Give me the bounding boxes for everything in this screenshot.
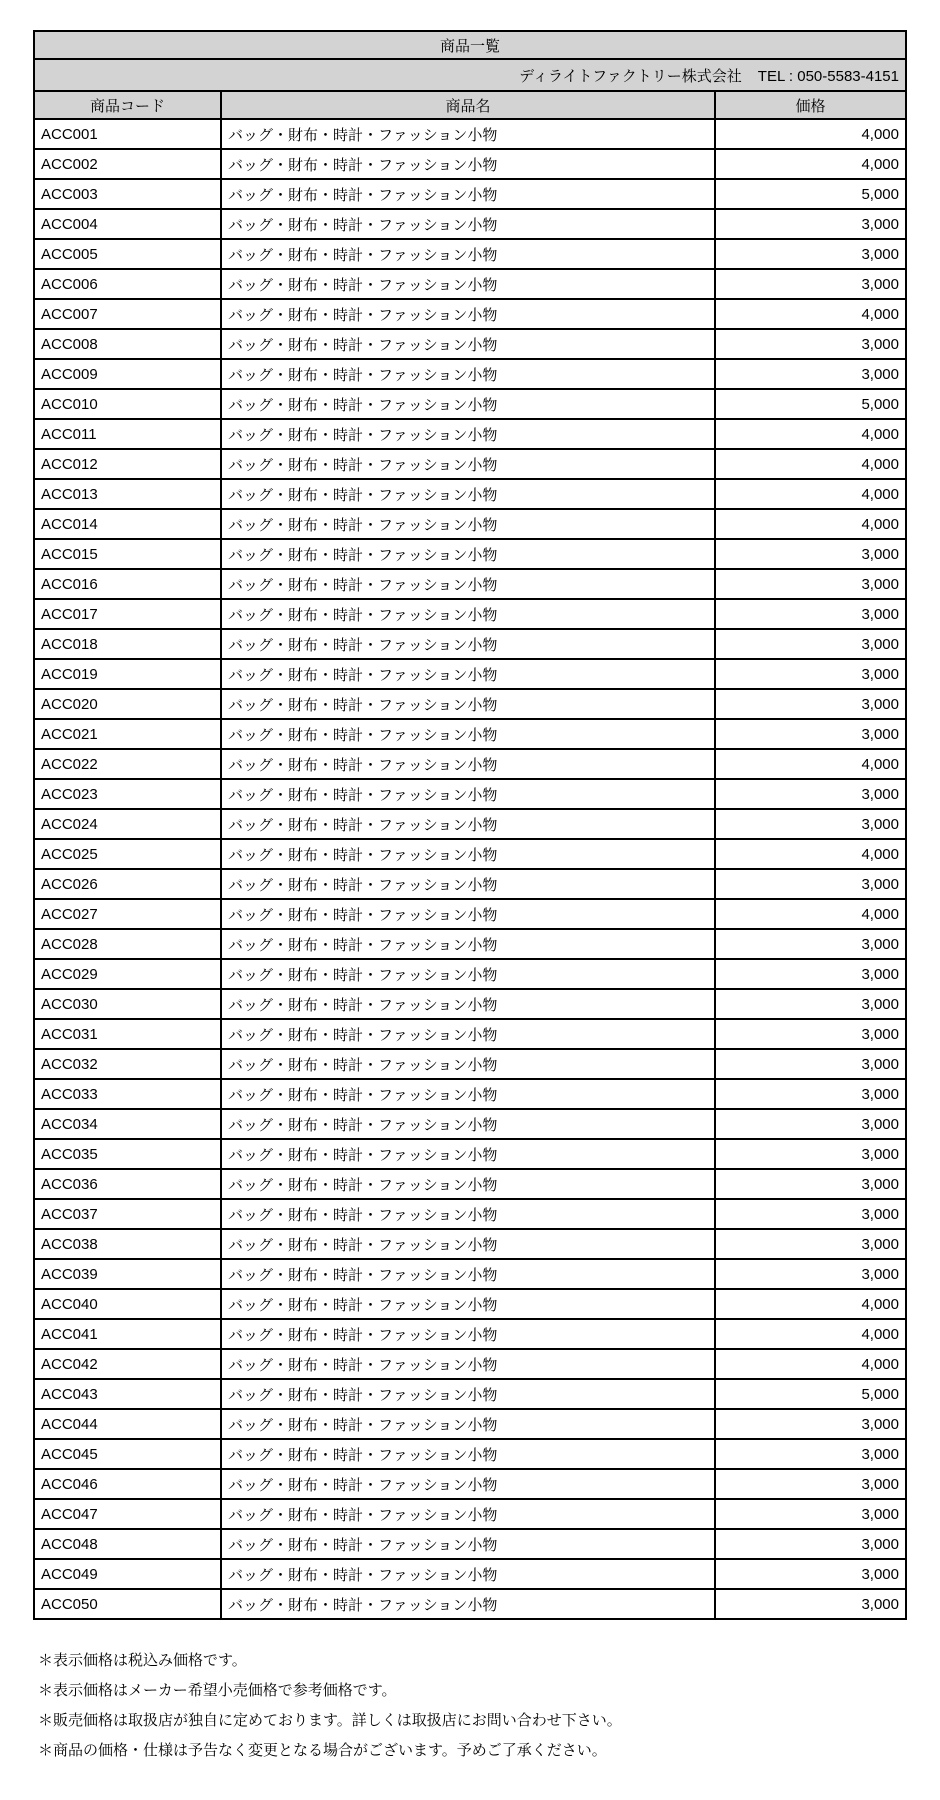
product-name-cell: バッグ・財布・時計・ファッション小物	[221, 1349, 715, 1379]
product-code-cell: ACC022	[34, 749, 221, 779]
product-code-cell: ACC042	[34, 1349, 221, 1379]
product-code-cell: ACC011	[34, 419, 221, 449]
table-row	[34, 119, 906, 149]
price-cell: 3,000	[715, 929, 906, 959]
table-row	[34, 1559, 906, 1589]
table-row	[34, 1289, 906, 1319]
product-code-cell: ACC016	[34, 569, 221, 599]
price-cell: 3,000	[715, 989, 906, 1019]
product-code-cell: ACC006	[34, 269, 221, 299]
product-name-cell: バッグ・財布・時計・ファッション小物	[221, 329, 715, 359]
price-cell: 3,000	[715, 689, 906, 719]
product-code-cell: ACC033	[34, 1079, 221, 1109]
price-cell: 4,000	[715, 839, 906, 869]
table-row	[34, 1259, 906, 1289]
product-name-cell: バッグ・財布・時計・ファッション小物	[221, 869, 715, 899]
product-code-cell: ACC024	[34, 809, 221, 839]
product-name-cell: バッグ・財布・時計・ファッション小物	[221, 239, 715, 269]
footnote-tax-included: ＊表示価格は税込み価格です。	[38, 1652, 247, 1669]
footnotes	[38, 1652, 898, 1772]
price-cell: 3,000	[715, 1469, 906, 1499]
product-code-cell: ACC049	[34, 1559, 221, 1589]
price-cell: 4,000	[715, 479, 906, 509]
product-name-cell: バッグ・財布・時計・ファッション小物	[221, 1469, 715, 1499]
product-name-cell: バッグ・財布・時計・ファッション小物	[221, 1049, 715, 1079]
product-name-cell: バッグ・財布・時計・ファッション小物	[221, 1259, 715, 1289]
table-row	[34, 149, 906, 179]
table-row	[34, 689, 906, 719]
product-code-cell: ACC037	[34, 1199, 221, 1229]
price-cell: 3,000	[715, 239, 906, 269]
price-cell: 3,000	[715, 1199, 906, 1229]
product-code-cell: ACC007	[34, 299, 221, 329]
product-name-cell: バッグ・財布・時計・ファッション小物	[221, 1319, 715, 1349]
product-code-cell: ACC009	[34, 359, 221, 389]
price-cell: 3,000	[715, 629, 906, 659]
product-code-cell: ACC026	[34, 869, 221, 899]
product-name-cell: バッグ・財布・時計・ファッション小物	[221, 1379, 715, 1409]
product-name-cell: バッグ・財布・時計・ファッション小物	[221, 1199, 715, 1229]
product-name-cell: バッグ・財布・時計・ファッション小物	[221, 479, 715, 509]
table-row	[34, 1409, 906, 1439]
table-row	[34, 989, 906, 1019]
product-table	[33, 30, 907, 1620]
product-name-cell: バッグ・財布・時計・ファッション小物	[221, 659, 715, 689]
product-code-cell: ACC003	[34, 179, 221, 209]
product-name-cell: バッグ・財布・時計・ファッション小物	[221, 389, 715, 419]
price-cell: 3,000	[715, 329, 906, 359]
product-code-cell: ACC001	[34, 119, 221, 149]
product-code-cell: ACC005	[34, 239, 221, 269]
price-cell: 4,000	[715, 119, 906, 149]
table-row	[34, 1139, 906, 1169]
product-name-cell: バッグ・財布・時計・ファッション小物	[221, 959, 715, 989]
product-code-cell: ACC034	[34, 1109, 221, 1139]
price-cell: 4,000	[715, 149, 906, 179]
product-code-cell: ACC045	[34, 1439, 221, 1469]
table-row	[34, 1529, 906, 1559]
product-name-cell: バッグ・財布・時計・ファッション小物	[221, 899, 715, 929]
price-cell: 3,000	[715, 1529, 906, 1559]
table-row	[34, 1379, 906, 1409]
title-row	[34, 31, 906, 59]
price-cell: 3,000	[715, 1049, 906, 1079]
product-name-cell: バッグ・財布・時計・ファッション小物	[221, 299, 715, 329]
table-row	[34, 959, 906, 989]
price-cell: 4,000	[715, 509, 906, 539]
table-row	[34, 569, 906, 599]
product-code-cell: ACC048	[34, 1529, 221, 1559]
column-header-product-name: 商品名	[221, 91, 715, 119]
footnote-msrp-reference: ＊表示価格はメーカー希望小売価格で参考価格です。	[38, 1682, 397, 1699]
product-code-cell: ACC039	[34, 1259, 221, 1289]
column-header-product-code: 商品コード	[34, 91, 221, 119]
footnote-retailer-pricing: ＊販売価格は取扱店が独自に定めております。詳しくは取扱店にお問い合わせ下さい。	[38, 1712, 622, 1729]
price-cell: 3,000	[715, 659, 906, 689]
table-row	[34, 239, 906, 269]
product-code-cell: ACC028	[34, 929, 221, 959]
table-row	[34, 449, 906, 479]
product-name-cell: バッグ・財布・時計・ファッション小物	[221, 839, 715, 869]
price-cell: 3,000	[715, 209, 906, 239]
price-cell: 3,000	[715, 569, 906, 599]
product-name-cell: バッグ・財布・時計・ファッション小物	[221, 1169, 715, 1199]
price-cell: 3,000	[715, 779, 906, 809]
product-code-cell: ACC004	[34, 209, 221, 239]
table-row	[34, 1499, 906, 1529]
price-cell: 3,000	[715, 1499, 906, 1529]
page-title: 商品一覧	[34, 31, 906, 59]
product-name-cell: バッグ・財布・時計・ファッション小物	[221, 449, 715, 479]
product-code-cell: ACC041	[34, 1319, 221, 1349]
price-cell: 3,000	[715, 1079, 906, 1109]
product-code-cell: ACC015	[34, 539, 221, 569]
table-row	[34, 179, 906, 209]
product-name-cell: バッグ・財布・時計・ファッション小物	[221, 779, 715, 809]
table-row	[34, 539, 906, 569]
product-code-cell: ACC020	[34, 689, 221, 719]
company-name: ディライトファクトリー株式会社	[519, 67, 742, 85]
product-name-cell: バッグ・財布・時計・ファッション小物	[221, 359, 715, 389]
price-cell: 3,000	[715, 1409, 906, 1439]
product-code-cell: ACC018	[34, 629, 221, 659]
price-cell: 4,000	[715, 899, 906, 929]
price-cell: 3,000	[715, 1229, 906, 1259]
product-table-body	[34, 119, 906, 1619]
product-code-cell: ACC023	[34, 779, 221, 809]
table-row	[34, 1049, 906, 1079]
product-name-cell: バッグ・財布・時計・ファッション小物	[221, 149, 715, 179]
product-name-cell: バッグ・財布・時計・ファッション小物	[221, 1289, 715, 1319]
product-name-cell: バッグ・財布・時計・ファッション小物	[221, 749, 715, 779]
price-cell: 4,000	[715, 749, 906, 779]
product-code-cell: ACC036	[34, 1169, 221, 1199]
product-name-cell: バッグ・財布・時計・ファッション小物	[221, 1139, 715, 1169]
price-cell: 3,000	[715, 959, 906, 989]
product-code-cell: ACC044	[34, 1409, 221, 1439]
product-name-cell: バッグ・財布・時計・ファッション小物	[221, 509, 715, 539]
company-row	[34, 59, 906, 91]
price-cell: 3,000	[715, 359, 906, 389]
table-row	[34, 269, 906, 299]
footnote-subject-to-change: ＊商品の価格・仕様は予告なく変更となる場合がございます。予めご了承ください。	[38, 1742, 607, 1759]
column-header-price: 価格	[715, 91, 906, 119]
product-name-cell: バッグ・財布・時計・ファッション小物	[221, 629, 715, 659]
product-name-cell: バッグ・財布・時計・ファッション小物	[221, 599, 715, 629]
product-name-cell: バッグ・財布・時計・ファッション小物	[221, 1589, 715, 1619]
price-cell: 3,000	[715, 1439, 906, 1469]
price-cell: 3,000	[715, 269, 906, 299]
table-row	[34, 659, 906, 689]
product-code-cell: ACC013	[34, 479, 221, 509]
price-cell: 4,000	[715, 299, 906, 329]
company-cell	[34, 59, 906, 91]
product-name-cell: バッグ・財布・時計・ファッション小物	[221, 989, 715, 1019]
product-code-cell: ACC021	[34, 719, 221, 749]
table-row	[34, 329, 906, 359]
price-cell: 5,000	[715, 1379, 906, 1409]
product-code-cell: ACC030	[34, 989, 221, 1019]
table-row	[34, 1349, 906, 1379]
table-row	[34, 749, 906, 779]
table-row	[34, 809, 906, 839]
price-cell: 4,000	[715, 1349, 906, 1379]
product-name-cell: バッグ・財布・時計・ファッション小物	[221, 929, 715, 959]
product-code-cell: ACC008	[34, 329, 221, 359]
price-cell: 3,000	[715, 599, 906, 629]
price-cell: 3,000	[715, 1139, 906, 1169]
table-row	[34, 1229, 906, 1259]
price-cell: 5,000	[715, 389, 906, 419]
product-code-cell: ACC047	[34, 1499, 221, 1529]
product-name-cell: バッグ・財布・時計・ファッション小物	[221, 809, 715, 839]
table-row	[34, 509, 906, 539]
product-name-cell: バッグ・財布・時計・ファッション小物	[221, 119, 715, 149]
table-row	[34, 1319, 906, 1349]
table-row	[34, 779, 906, 809]
table-row	[34, 929, 906, 959]
company-tel: TEL : 050-5583-4151	[757, 67, 899, 85]
table-row	[34, 1079, 906, 1109]
price-cell: 4,000	[715, 419, 906, 449]
product-code-cell: ACC027	[34, 899, 221, 929]
table-row	[34, 1169, 906, 1199]
product-name-cell: バッグ・財布・時計・ファッション小物	[221, 1109, 715, 1139]
product-code-cell: ACC012	[34, 449, 221, 479]
product-name-cell: バッグ・財布・時計・ファッション小物	[221, 539, 715, 569]
price-cell: 3,000	[715, 539, 906, 569]
product-code-cell: ACC031	[34, 1019, 221, 1049]
product-name-cell: バッグ・財布・時計・ファッション小物	[221, 719, 715, 749]
product-name-cell: バッグ・財布・時計・ファッション小物	[221, 1499, 715, 1529]
product-name-cell: バッグ・財布・時計・ファッション小物	[221, 419, 715, 449]
price-cell: 4,000	[715, 449, 906, 479]
table-row	[34, 629, 906, 659]
table-row	[34, 1109, 906, 1139]
product-name-cell: バッグ・財布・時計・ファッション小物	[221, 269, 715, 299]
price-cell: 4,000	[715, 1319, 906, 1349]
price-cell: 3,000	[715, 1589, 906, 1619]
product-name-cell: バッグ・財布・時計・ファッション小物	[221, 1559, 715, 1589]
product-name-cell: バッグ・財布・時計・ファッション小物	[221, 1019, 715, 1049]
table-row	[34, 1589, 906, 1619]
product-name-cell: バッグ・財布・時計・ファッション小物	[221, 209, 715, 239]
table-row	[34, 1469, 906, 1499]
product-name-cell: バッグ・財布・時計・ファッション小物	[221, 1439, 715, 1469]
table-row	[34, 869, 906, 899]
product-name-cell: バッグ・財布・時計・ファッション小物	[221, 1229, 715, 1259]
price-cell: 4,000	[715, 1289, 906, 1319]
product-code-cell: ACC032	[34, 1049, 221, 1079]
table-row	[34, 209, 906, 239]
product-code-cell: ACC002	[34, 149, 221, 179]
product-code-cell: ACC035	[34, 1139, 221, 1169]
product-name-cell: バッグ・財布・時計・ファッション小物	[221, 569, 715, 599]
product-code-cell: ACC050	[34, 1589, 221, 1619]
price-cell: 3,000	[715, 1109, 906, 1139]
product-code-cell: ACC046	[34, 1469, 221, 1499]
product-code-cell: ACC038	[34, 1229, 221, 1259]
product-code-cell: ACC029	[34, 959, 221, 989]
product-code-cell: ACC025	[34, 839, 221, 869]
table-row	[34, 299, 906, 329]
price-cell: 3,000	[715, 1259, 906, 1289]
table-row	[34, 419, 906, 449]
table-row	[34, 719, 906, 749]
product-code-cell: ACC017	[34, 599, 221, 629]
price-cell: 3,000	[715, 869, 906, 899]
price-cell: 3,000	[715, 809, 906, 839]
table-row	[34, 839, 906, 869]
table-row	[34, 1199, 906, 1229]
table-row	[34, 389, 906, 419]
table-row	[34, 1439, 906, 1469]
product-name-cell: バッグ・財布・時計・ファッション小物	[221, 689, 715, 719]
product-code-cell: ACC040	[34, 1289, 221, 1319]
product-name-cell: バッグ・財布・時計・ファッション小物	[221, 179, 715, 209]
price-cell: 3,000	[715, 1019, 906, 1049]
price-cell: 3,000	[715, 719, 906, 749]
table-row	[34, 599, 906, 629]
product-code-cell: ACC014	[34, 509, 221, 539]
product-code-cell: ACC019	[34, 659, 221, 689]
product-code-cell: ACC010	[34, 389, 221, 419]
table-row	[34, 359, 906, 389]
product-name-cell: バッグ・財布・時計・ファッション小物	[221, 1409, 715, 1439]
table-row	[34, 479, 906, 509]
product-name-cell: バッグ・財布・時計・ファッション小物	[221, 1529, 715, 1559]
price-cell: 5,000	[715, 179, 906, 209]
table-row	[34, 899, 906, 929]
product-code-cell: ACC043	[34, 1379, 221, 1409]
price-cell: 3,000	[715, 1559, 906, 1589]
price-cell: 3,000	[715, 1169, 906, 1199]
column-header-row	[34, 91, 906, 119]
table-row	[34, 1019, 906, 1049]
product-name-cell: バッグ・財布・時計・ファッション小物	[221, 1079, 715, 1109]
